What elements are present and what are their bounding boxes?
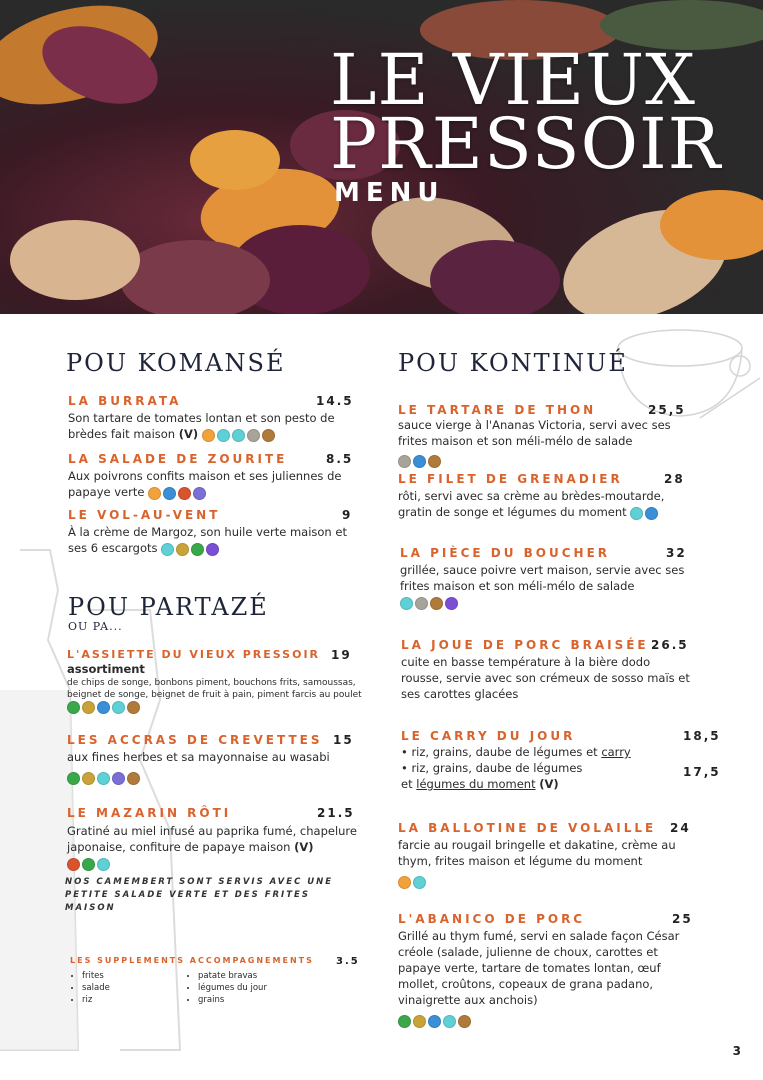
yellow-allergen-icon (176, 543, 189, 556)
menu-item-accras (67, 733, 367, 787)
menu-item-filet-grenadier (398, 472, 688, 521)
item-description: Grillé au thym fumé, servi en salade façon César créole (salade, julienne de choux, carottes et papaye verte, tartare de tomates lontan, œuf mollet, croûtons, copeaux de grana padano, vinaigrette aux anchois) (398, 929, 680, 1007)
orange-allergen-icon (202, 429, 215, 442)
hero-image (0, 0, 763, 314)
item-description: Son tartare de tomates lontan et son pesto de brèdes fait maison (68, 411, 335, 441)
restaurant-name (330, 39, 722, 185)
item-price: 26.5 (651, 638, 689, 652)
brown-allergen-icon (127, 701, 140, 714)
supplement-item: • frites (82, 970, 110, 982)
page-number: 3 (732, 1044, 741, 1058)
menu-item-ballotine (398, 821, 691, 891)
allergen-icons (398, 872, 428, 891)
allergen-icons (161, 541, 221, 557)
vegetarian-tag: (V) (294, 840, 314, 854)
blue-allergen-icon (428, 1015, 441, 1028)
item-price: 15 (333, 733, 354, 747)
menu-item-carry-du-jour: LE CARRY DU JOUR 18,5 17,5 • riz, grains, daube de légumes et carry • riz, grains, daube de légumes et légumes du moment (V) (401, 729, 721, 791)
item-description: sauce vierge à l'Ananas Victoria, servi avec ses frites maison et son méli-mélo de salade (398, 418, 671, 448)
yellow-allergen-icon (413, 1015, 426, 1028)
red-allergen-icon (178, 487, 191, 500)
item-description: Aux poivrons confits maison et ses juliennes de papaye verte (68, 469, 342, 499)
allergen-icons (400, 595, 460, 611)
allergen-icons (67, 768, 142, 787)
item-bold-label: assortiment (67, 662, 145, 676)
item-name: L'ASSIETTE DU VIEUX PRESSOIR (67, 648, 321, 661)
item-name: LE FILET DE GRENADIER (398, 472, 623, 486)
item-description: rôti, servi avec sa crème au brèdes-moutarde, gratin de songe et légumes du moment (398, 489, 665, 519)
teal-allergen-icon (232, 429, 245, 442)
brown-allergen-icon (458, 1015, 471, 1028)
item-price: 19 (331, 648, 352, 662)
vegetarian-tag: (V) (178, 427, 199, 441)
item-name: LE MAZARIN RÔTI (67, 806, 232, 820)
red-allergen-icon (67, 858, 80, 871)
brown-allergen-icon (262, 429, 275, 442)
section-title-sharing: POU PARTAZÉ (68, 593, 269, 621)
brown-allergen-icon (127, 772, 140, 785)
teal-allergen-icon (630, 507, 643, 520)
supplement-item: • salade (82, 982, 110, 994)
gray-allergen-icon (247, 429, 260, 442)
orange-allergen-icon (148, 487, 161, 500)
purple-allergen-icon (112, 772, 125, 785)
item-description: À la crème de Margoz, son huile verte maison et ses 6 escargots (68, 525, 347, 555)
green-allergen-icon (67, 701, 80, 714)
item-name: LE CARRY DU JOUR (401, 729, 576, 743)
allergen-icons (630, 505, 660, 521)
teal-allergen-icon (443, 1015, 456, 1028)
green-allergen-icon (398, 1015, 411, 1028)
section-title-starters: POU KOMANSÉ (66, 349, 286, 377)
allergen-icons (398, 1011, 473, 1030)
carry-option-1-underlined: carry (601, 745, 631, 759)
teal-allergen-icon (413, 876, 426, 889)
supplement-item: • légumes du jour (198, 982, 267, 994)
item-price: 24 (670, 821, 691, 835)
supplement-item: • patate bravas (198, 970, 267, 982)
teal-allergen-icon (97, 772, 110, 785)
item-name: LA BURRATA (68, 394, 182, 408)
item-name: LA BALLOTINE DE VOLAILLE (398, 821, 657, 835)
menu-item-piece-boucher (400, 546, 690, 611)
gray-allergen-icon (398, 455, 411, 468)
item-price: 25,5 (648, 403, 686, 417)
menu-item-salade-zourite (68, 452, 358, 501)
menu-item-mazarin (67, 806, 357, 872)
item-price: 25 (672, 912, 693, 926)
yellow-allergen-icon (82, 701, 95, 714)
vegetarian-tag: (V) (539, 777, 559, 791)
teal-allergen-icon (97, 858, 110, 871)
teal-allergen-icon (161, 543, 174, 556)
allergen-icons (67, 856, 112, 872)
orange-allergen-icon (398, 876, 411, 889)
item-price: 32 (666, 546, 687, 560)
item-description: aux fines herbes et sa mayonnaise au wasabi (67, 750, 330, 764)
item-name: LA PIÈCE DU BOUCHER (400, 546, 611, 560)
item-name: LES ACCRAS DE CREVETTES (67, 733, 323, 747)
item-price: 18,5 (683, 729, 721, 743)
supplements-list-2 (186, 970, 267, 1006)
allergen-icons (67, 701, 142, 714)
item-name: LA SALADE DE ZOURITE (68, 452, 288, 466)
carry-option-2-cont: et (401, 777, 413, 791)
carry-option-2: riz, grains, daube de légumes (411, 761, 583, 775)
blue-allergen-icon (645, 507, 658, 520)
menu-item-vol-au-vent (68, 508, 358, 557)
camembert-note: NOS CAMEMBERT SONT SERVIS AVEC UNE PETITE SALADE VERTE ET DES FRITES MAISON (65, 877, 334, 913)
carry-option-1: riz, grains, daube de légumes et (411, 745, 598, 759)
teal-allergen-icon (112, 701, 125, 714)
blue-allergen-icon (413, 455, 426, 468)
item-description: de chips de songe, bonbons piment, bouchons frits, samoussas, beignet de songe, beignet de fruit à pain, piment farcis au poulet (67, 678, 362, 700)
item-price-vegetarian: 17,5 (683, 765, 721, 779)
supplements-title: LES SUPPLEMENTS ACCOMPAGNEMENTS (70, 956, 314, 965)
item-description: Gratiné au miel infusé au paprika fumé, chapelure japonaise, confiture de papaye maison (67, 824, 357, 854)
brown-allergen-icon (430, 597, 443, 610)
green-allergen-icon (82, 858, 95, 871)
item-price: 21.5 (317, 806, 355, 820)
menu-item-abanico (398, 912, 693, 1030)
supplement-item: • grains (198, 994, 267, 1006)
item-description: cuite en basse température à la bière dodo rousse, servie avec son crémeux de sosso maïs et ses carottes glacées (401, 655, 690, 701)
green-allergen-icon (67, 772, 80, 785)
item-name: LE TARTARE DE THON (398, 403, 597, 417)
green-allergen-icon (191, 543, 204, 556)
purple-allergen-icon (445, 597, 458, 610)
item-price: 14.5 (316, 394, 354, 408)
menu-item-burrata (68, 394, 358, 443)
purple-allergen-icon (206, 543, 219, 556)
supplements-price: 3.5 (336, 956, 360, 967)
teal-allergen-icon (217, 429, 230, 442)
supplements-list-1 (70, 970, 110, 1006)
item-name: LE VOL-AU-VENT (68, 508, 221, 522)
menu-item-assiette (67, 648, 367, 714)
section-title-mains: POU KONTINUÉ (398, 349, 628, 377)
allergen-icons (202, 427, 277, 443)
allergen-icons (148, 485, 208, 501)
teal-allergen-icon (400, 597, 413, 610)
item-description: farcie au rougail bringelle et dakatine, crème au thym, frites maison et légume du moment (398, 838, 676, 868)
menu-item-joue-porc (401, 638, 691, 702)
blue-allergen-icon (97, 701, 110, 714)
blue-allergen-icon (163, 487, 176, 500)
allergen-icons (398, 451, 443, 470)
item-price: 28 (664, 472, 685, 486)
brown-allergen-icon (428, 455, 441, 468)
title-line-2: PRESSOIR (330, 103, 722, 185)
menu-label: MENU (334, 178, 445, 208)
yellow-allergen-icon (82, 772, 95, 785)
gray-allergen-icon (415, 597, 428, 610)
title-line-1: LE VIEUX (330, 39, 696, 121)
purple-allergen-icon (193, 487, 206, 500)
menu-item-tartare-thon (398, 403, 688, 470)
carry-option-2-underlined: légumes du moment (416, 777, 536, 791)
item-name: L'ABANICO DE PORC (398, 912, 586, 926)
item-name: LA JOUE DE PORC BRAISÉE (401, 638, 649, 652)
item-description: grillée, sauce poivre vert maison, servie avec ses frites maison et son méli-mélo de salade (400, 563, 685, 593)
supplement-item: • riz (82, 994, 110, 1006)
item-price: 8.5 (326, 452, 354, 466)
item-price: 9 (342, 508, 353, 522)
section-subtitle: OU PA... (68, 620, 123, 633)
